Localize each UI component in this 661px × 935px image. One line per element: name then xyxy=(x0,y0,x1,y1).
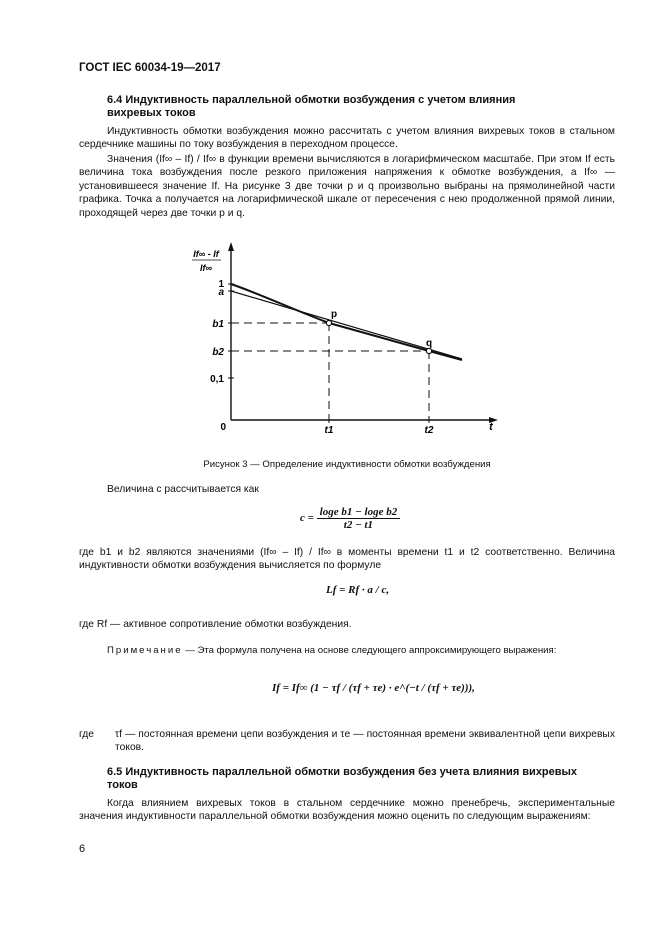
tau-definition xyxy=(79,728,615,755)
section-6-5-title xyxy=(107,766,627,792)
y-axis-arrow xyxy=(228,242,234,251)
point-label: q xyxy=(426,338,433,349)
paragraph xyxy=(79,797,615,824)
paragraph xyxy=(79,618,615,631)
point-q xyxy=(426,348,431,353)
paragraph xyxy=(79,125,615,152)
origin-label: 0 xyxy=(220,422,226,433)
section-title-line: вихревых токов xyxy=(107,107,196,119)
tau-definition-text: τf — постоянная времени цепи возбуждения и τe — постоянная времени эквивалентной цепи вихревых токов. xyxy=(115,729,615,754)
note-label: Примечание xyxy=(107,645,183,656)
section-title-line: токов xyxy=(107,779,138,791)
paragraph-text: где Rf — активное сопротивление обмотки возбуждения. xyxy=(79,619,352,630)
figure-3-chart xyxy=(180,240,500,440)
section-6-4-title xyxy=(107,94,567,120)
note xyxy=(107,644,615,657)
formula-L: Lf = Rf · a / c, xyxy=(326,584,390,596)
y-tick-label: 0,1 xyxy=(210,374,224,385)
note-text: — Эта формула получена на основе следующего аппроксимирующего выражения: xyxy=(182,645,557,656)
y-tick-label: a xyxy=(218,287,224,298)
section-title-line: 6.4 Индуктивность параллельной обмотки возбуждения с учетом влияния xyxy=(107,94,516,106)
formula-lhs: c = xyxy=(300,512,314,525)
formula-fraction xyxy=(317,506,401,531)
paragraph xyxy=(79,546,615,573)
formula-denominator: t2 − t1 xyxy=(343,519,374,531)
where-label: где xyxy=(79,729,95,740)
point-p xyxy=(326,320,331,325)
paragraph-text: Значения (If∞ – If) / If∞ в функции времени вычисляются в логарифмическом масштабе. При этом If есть величина тока возбуждения после резкого приложения напряжения к обмотке возбуждения, а If∞ — установившееся значение If. На рисунке 3 две точки p и q произвольно выбраны на прямолинейной части графика. Точка a получается на логарифмической шкале от пересечения с нею продолженной прямой линии, проходящей через две точки p и q. xyxy=(79,154,615,219)
paragraph-text: Когда влиянием вихревых токов в стальном сердечнике можно пренебречь, экспериментальные значения индуктивности параллельной обмотки возбуждения можно оценить по следующим выражениям: xyxy=(79,798,615,823)
paragraph-text: Индуктивность обмотки возбуждения можно рассчитать с учетом влияния вихревых токов в стальном сердечнике машины по току возбуждения в переходном процессе. xyxy=(79,126,615,151)
formula-numerator: loge b1 − loge b2 xyxy=(317,506,401,519)
x-axis-label: t xyxy=(489,421,493,433)
formula-c xyxy=(300,506,400,531)
formula-If: If = If∞ (1 − τf / (τf + τe) · e^(−t / (τf + τe))), xyxy=(272,682,475,694)
page-number: 6 xyxy=(79,843,86,855)
y-axis-label-denominator: If∞ xyxy=(200,263,212,273)
point-label: p xyxy=(331,309,338,320)
paragraph xyxy=(79,483,615,496)
section-title-line: 6.5 Индуктивность параллельной обмотки возбуждения без учета влияния вихревых xyxy=(107,766,578,778)
paragraph-text: где b1 и b2 являются значениями (If∞ – If) / If∞ в моменты времени t1 и t2 соответственно. Величина индуктивности обмотки возбуждения вычисляется по формуле xyxy=(79,547,615,572)
y-tick-label: b1 xyxy=(212,319,224,330)
y-tick-label: b2 xyxy=(212,347,224,358)
x-tick-label: t2 xyxy=(424,425,434,436)
y-axis-label-numerator: If∞ - If xyxy=(193,249,219,259)
figure-caption: Рисунок 3 — Определение индуктивности обмотки возбуждения xyxy=(203,459,491,470)
paragraph xyxy=(79,153,615,220)
paragraph-text: Величина c рассчитывается как xyxy=(107,484,259,495)
document-header: ГОСТ IEC 60034-19—2017 xyxy=(79,62,221,74)
y-tick-label: 1 xyxy=(218,279,224,290)
x-tick-label: t1 xyxy=(324,425,334,436)
